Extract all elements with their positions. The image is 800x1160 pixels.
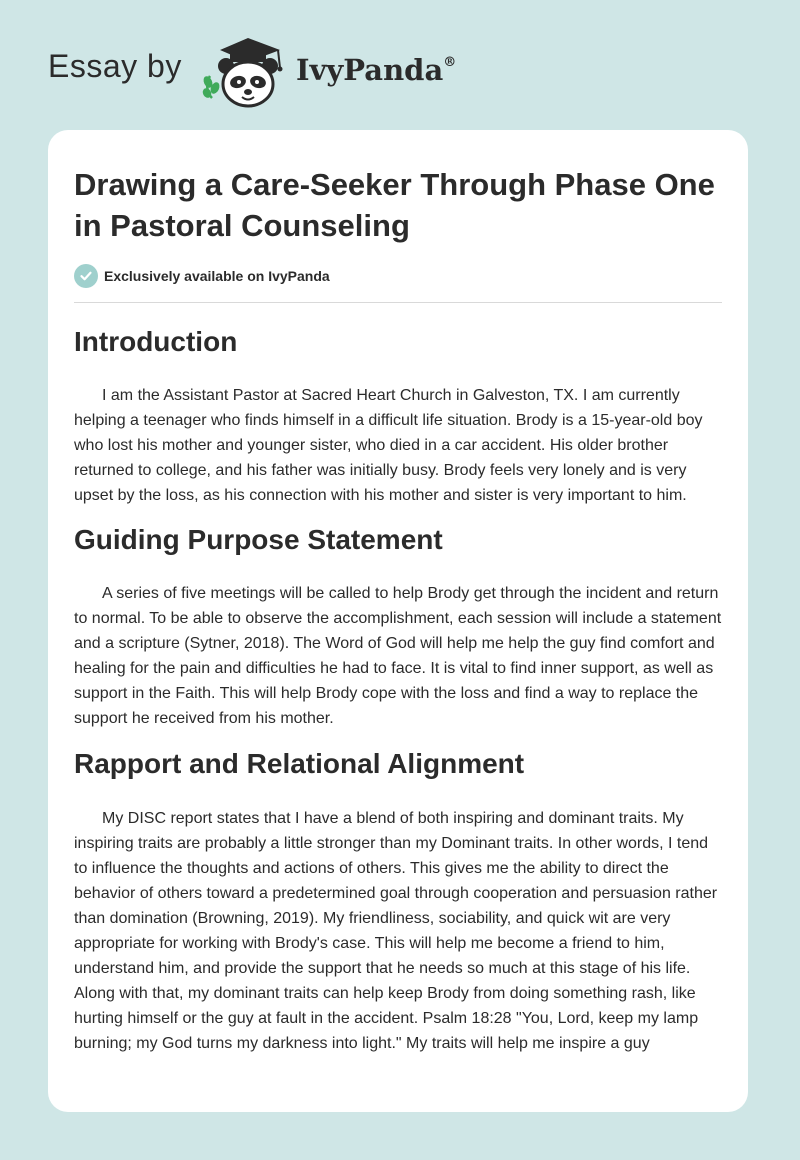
section-heading-guiding-purpose: Guiding Purpose Statement <box>74 524 443 555</box>
divider <box>74 302 722 303</box>
brand-name[interactable] <box>296 53 456 87</box>
section-paragraph-rapport: My DISC report states that I have a blend of both inspiring and dominant traits. My inspiring traits are probably a little stronger than my Dominant traits. In other words, I tend to influence the thoughts and actions of others. This gives me the ability to direct the behavior of others toward a predetermined goal through cooperation and persuasion rather than domination (Browning, 2019). My friendliness, sociability, and quick wit are very appropriate for working with Brody's case. This will help me become a friend to him, understand him, and provide the support that he needs so much at this stage of his life. Along with that, my dominant traits can help keep Brody from doing something rash, like hurting himself or the guy at fault in the accident. Psalm 18:28 "You, Lord, keep my lamp burning; my God turns my darkness into light." My traits will help me inspire a guy <box>74 810 718 1052</box>
check-icon <box>74 264 98 288</box>
essay-title: Drawing a Care-Seeker Through Phase One in Pastoral Counseling <box>74 167 715 243</box>
section-heading-introduction: Introduction <box>74 326 238 357</box>
section-heading-rapport: Rapport and Relational Alignment <box>74 748 525 779</box>
exclusive-label: Exclusively available on IvyPanda <box>104 268 330 284</box>
brand-name-text: IvyPanda <box>296 53 444 87</box>
section-paragraph-introduction: I am the Assistant Pastor at Sacred Heart Church in Galveston, TX. I am currently helping a teenager who finds himself in a difficult life situation. Brody is a 15-year-old boy who lost his mother and younger sister, who died in a car accident. His older brother returned to college, and his father was initially busy. Brody feels very lonely and is very upset by the loss, as his connection with his mother and sister is very important to him. <box>74 387 703 504</box>
essay-card <box>48 130 748 1112</box>
site-header <box>0 0 800 130</box>
exclusive-badge <box>74 264 330 288</box>
essay-by-label: Essay by <box>48 48 182 84</box>
essay-body <box>74 322 724 1056</box>
section-paragraph-guiding-purpose: A series of five meetings will be called to help Brody get through the incident and return to normal. To be able to observe the accomplishment, each session will include a statement and a scripture (Sytner, 2018). The Word of God will help me help the guy find comfort and healing for the pain and difficulties he had to face. It is vital to find inner support, as well as support in the Faith. This will help Brody cope with the loss and find a way to replace the support he received from his mother. <box>74 585 722 727</box>
registered-mark: ® <box>443 55 457 71</box>
panda-graduate-icon[interactable] <box>200 36 292 110</box>
